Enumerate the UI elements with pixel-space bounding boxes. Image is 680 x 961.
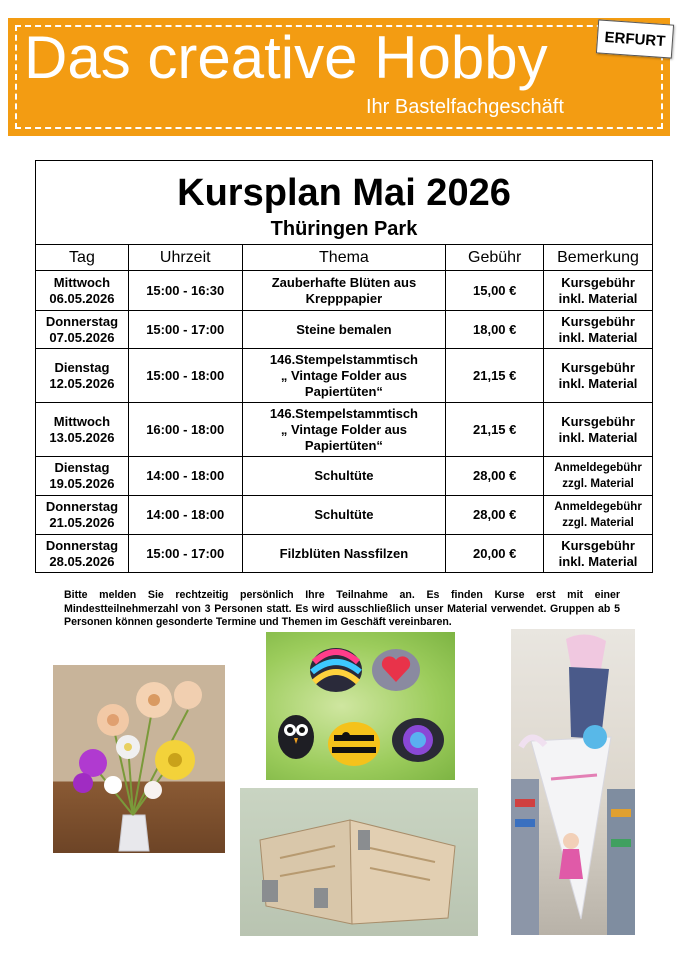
painted-stones-illustration [266,632,455,780]
cell-topic: 146.Stempelstammtisch „ Vintage Folder aus Papiertüten“ [242,349,446,403]
cell-day: Donnerstag 07.05.2026 [36,311,129,349]
photo-school-cone [511,629,635,935]
plan-title: Kursplan Mai 2026 [177,171,511,214]
cell-topic: Filzblüten Nassfilzen [242,535,446,573]
cell-remark: Kursgebühr inkl. Material [544,311,653,349]
cell-time: 14:00 - 18:00 [128,496,242,535]
cell-fee: 21,15 € [446,349,544,403]
table-row [36,496,653,535]
school-cone-illustration [511,629,635,935]
table-header-row [36,245,653,271]
cell-day: Mittwoch 06.05.2026 [36,271,129,311]
cell-time: 14:00 - 18:00 [128,457,242,496]
plan-location: Thüringen Park [270,217,418,240]
table-row [36,311,653,349]
cell-time: 15:00 - 17:00 [128,535,242,573]
table-row [36,271,653,311]
cell-remark: Kursgebühr inkl. Material [544,271,653,311]
cell-topic: Schultüte [242,496,446,535]
cell-fee: 28,00 € [446,457,544,496]
registration-note: Bitte melden Sie rechtzeitig persönlich Ihre Teilnahme an. Es finden Kurse erst mit einer Mindestteilnehmerzahl von 3 Personen statt. Es wird ausschließlich unser Material verwendet. Gruppen ab 5 Personen können gesonderte Termine und Themen im Geschäft vereinbaren. [64,589,620,628]
cell-fee: 20,00 € [446,535,544,573]
photo-crepe-paper-flowers [53,665,225,853]
plan-heading [36,161,653,245]
cell-remark: Anmeldegebühr zzgl. Material [544,496,653,535]
crepe-flowers-illustration [53,665,225,853]
cell-day: Dienstag 19.05.2026 [36,457,129,496]
cell-time: 16:00 - 18:00 [128,403,242,457]
column-header-fee: Gebühr [446,245,544,271]
cell-fee: 18,00 € [446,311,544,349]
column-header-day: Tag [36,245,129,271]
cell-remark: Anmeldegebühr zzgl. Material [544,457,653,496]
cell-topic: 146.Stempelstammtisch „ Vintage Folder aus Papiertüten“ [242,403,446,457]
cell-day: Dienstag 12.05.2026 [36,349,129,403]
photo-painted-stones [266,632,455,780]
course-schedule-table [35,160,653,573]
table-row [36,535,653,573]
cell-day: Mittwoch 13.05.2026 [36,403,129,457]
brand-name: Das creative Hobby [24,24,548,91]
cell-time: 15:00 - 16:30 [128,271,242,311]
table-body [36,271,653,573]
table-row [36,403,653,457]
table-row [36,457,653,496]
cell-remark: Kursgebühr inkl. Material [544,535,653,573]
cell-day: Donnerstag 28.05.2026 [36,535,129,573]
cell-time: 15:00 - 18:00 [128,349,242,403]
vintage-folder-illustration [240,788,478,936]
cell-topic: Schultüte [242,457,446,496]
photo-vintage-folder [240,788,478,936]
cell-remark: Kursgebühr inkl. Material [544,403,653,457]
cell-day: Donnerstag 21.05.2026 [36,496,129,535]
column-header-remark: Bemerkung [544,245,653,271]
brand-tagline: Ihr Bastelfachgeschäft [366,96,564,118]
cell-fee: 15,00 € [446,271,544,311]
cell-fee: 21,15 € [446,403,544,457]
cell-fee: 28,00 € [446,496,544,535]
cell-remark: Kursgebühr inkl. Material [544,349,653,403]
cell-time: 15:00 - 17:00 [128,311,242,349]
table-row [36,349,653,403]
cell-topic: Zauberhafte Blüten aus Krepppapier [242,271,446,311]
cell-topic: Steine bemalen [242,311,446,349]
city-badge: ERFURT [596,19,674,58]
column-header-topic: Thema [242,245,446,271]
column-header-time: Uhrzeit [128,245,242,271]
